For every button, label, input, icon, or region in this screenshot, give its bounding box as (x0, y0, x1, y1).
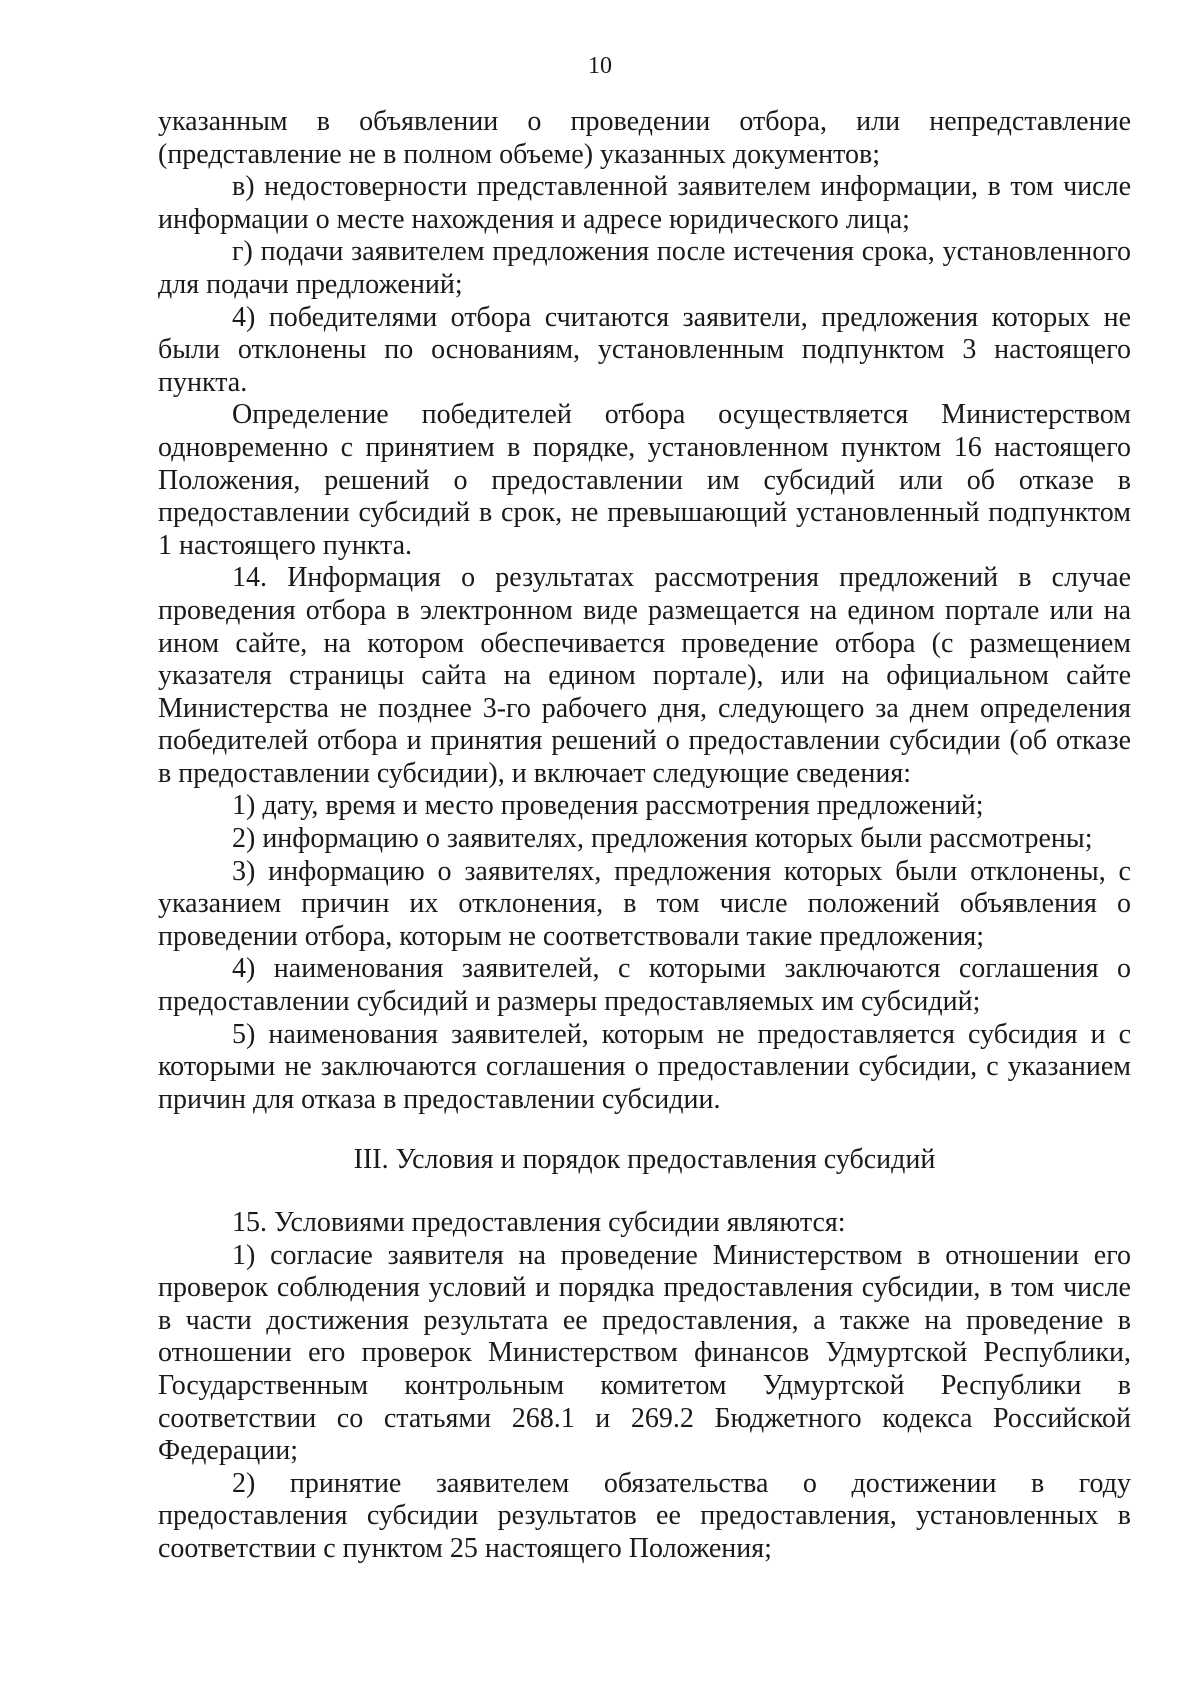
paragraphs-before-section (158, 106, 1131, 1116)
document-body (158, 106, 1131, 1566)
paragraph: 2) информацию о заявителях, предложения которых были рассмотрены; (232, 823, 1093, 855)
paragraph: г) подачи заявителем предложения после истечения срока, установленного для подачи предложений; (158, 236, 1131, 300)
paragraph: 14. Информация о результатах рассмотрения предложений в случае проведения отбора в электронном виде размещается на едином портале или на ином сайте, на котором обеспечивается проведение отбора (с размещением указателя страницы сайта на едином портале), или на официальном сайте Министерства не позднее 3-го рабочего дня, следующего за днем определения победителей отбора и принятия решений о предоставлении субсидии (об отказе в предоставлении субсидии), и включает следующие сведения: (158, 562, 1131, 789)
paragraph: 2) принятие заявителем обязательства о достижении в году предоставления субсидии результатов ее предоставления, установленных в соответствии с пунктом 25 настоящего Положения; (158, 1467, 1131, 1564)
paragraph: указанным в объявлении о проведении отбора, или непредставление (представление не в полном объеме) указанных документов; (158, 106, 1131, 170)
paragraph: Определение победителей отбора осуществляется Министерством одновременно с принятием в порядке, установленном пунктом 16 настоящего Положения, решений о предоставлении им субсидий или об отказе в предоставлении субсидий в срок, не превышающий установленный подпунктом 1 настоящего пункта. (158, 399, 1131, 561)
paragraph: 1) согласие заявителя на проведение Министерством в отношении его проверок соблюдения условий и порядка предоставления субсидии, в том числе в части достижения результата ее предоставления, а также на проведение в отношении его проверок Министерством финансов Удмуртской Республики, Государственным контрольным комитетом Удмуртской Республики в соответствии со статьями 268.1 и 269.2 Бюджетного кодекса Российской Федерации; (158, 1239, 1131, 1467)
section-heading: III. Условия и порядок предоставления субсидий (353, 1144, 936, 1176)
paragraph: 5) наименования заявителей, которым не предоставляется субсидия и с которыми не заключаются соглашения о предоставлении субсидии, с указанием причин для отказа в предоставлении субсидии. (158, 1018, 1131, 1115)
paragraph: 1) дату, время и место проведения рассмотрения предложений; (232, 790, 984, 822)
paragraph: в) недостоверности представленной заявителем информации, в том числе информации о месте нахождения и адресе юридического лица; (158, 171, 1131, 235)
paragraph: 3) информацию о заявителях, предложения которых были отклонены, с указанием причин их отклонения, в том числе положений объявления о проведении отбора, которым не соответствовали такие предложения; (158, 855, 1131, 952)
paragraph: 4) наименования заявителей, с которыми заключаются соглашения о предоставлении субсидий и размеры предоставляемых им субсидий; (158, 953, 1131, 1018)
paragraph: 15. Условиями предоставления субсидии являются: (232, 1207, 846, 1238)
page-number: 10 (588, 53, 612, 79)
paragraphs-after-section (158, 1207, 1131, 1566)
paragraph: 4) победителями отбора считаются заявители, предложения которых не были отклонены по основаниям, установленным подпунктом 3 настоящего пункта. (158, 301, 1131, 398)
